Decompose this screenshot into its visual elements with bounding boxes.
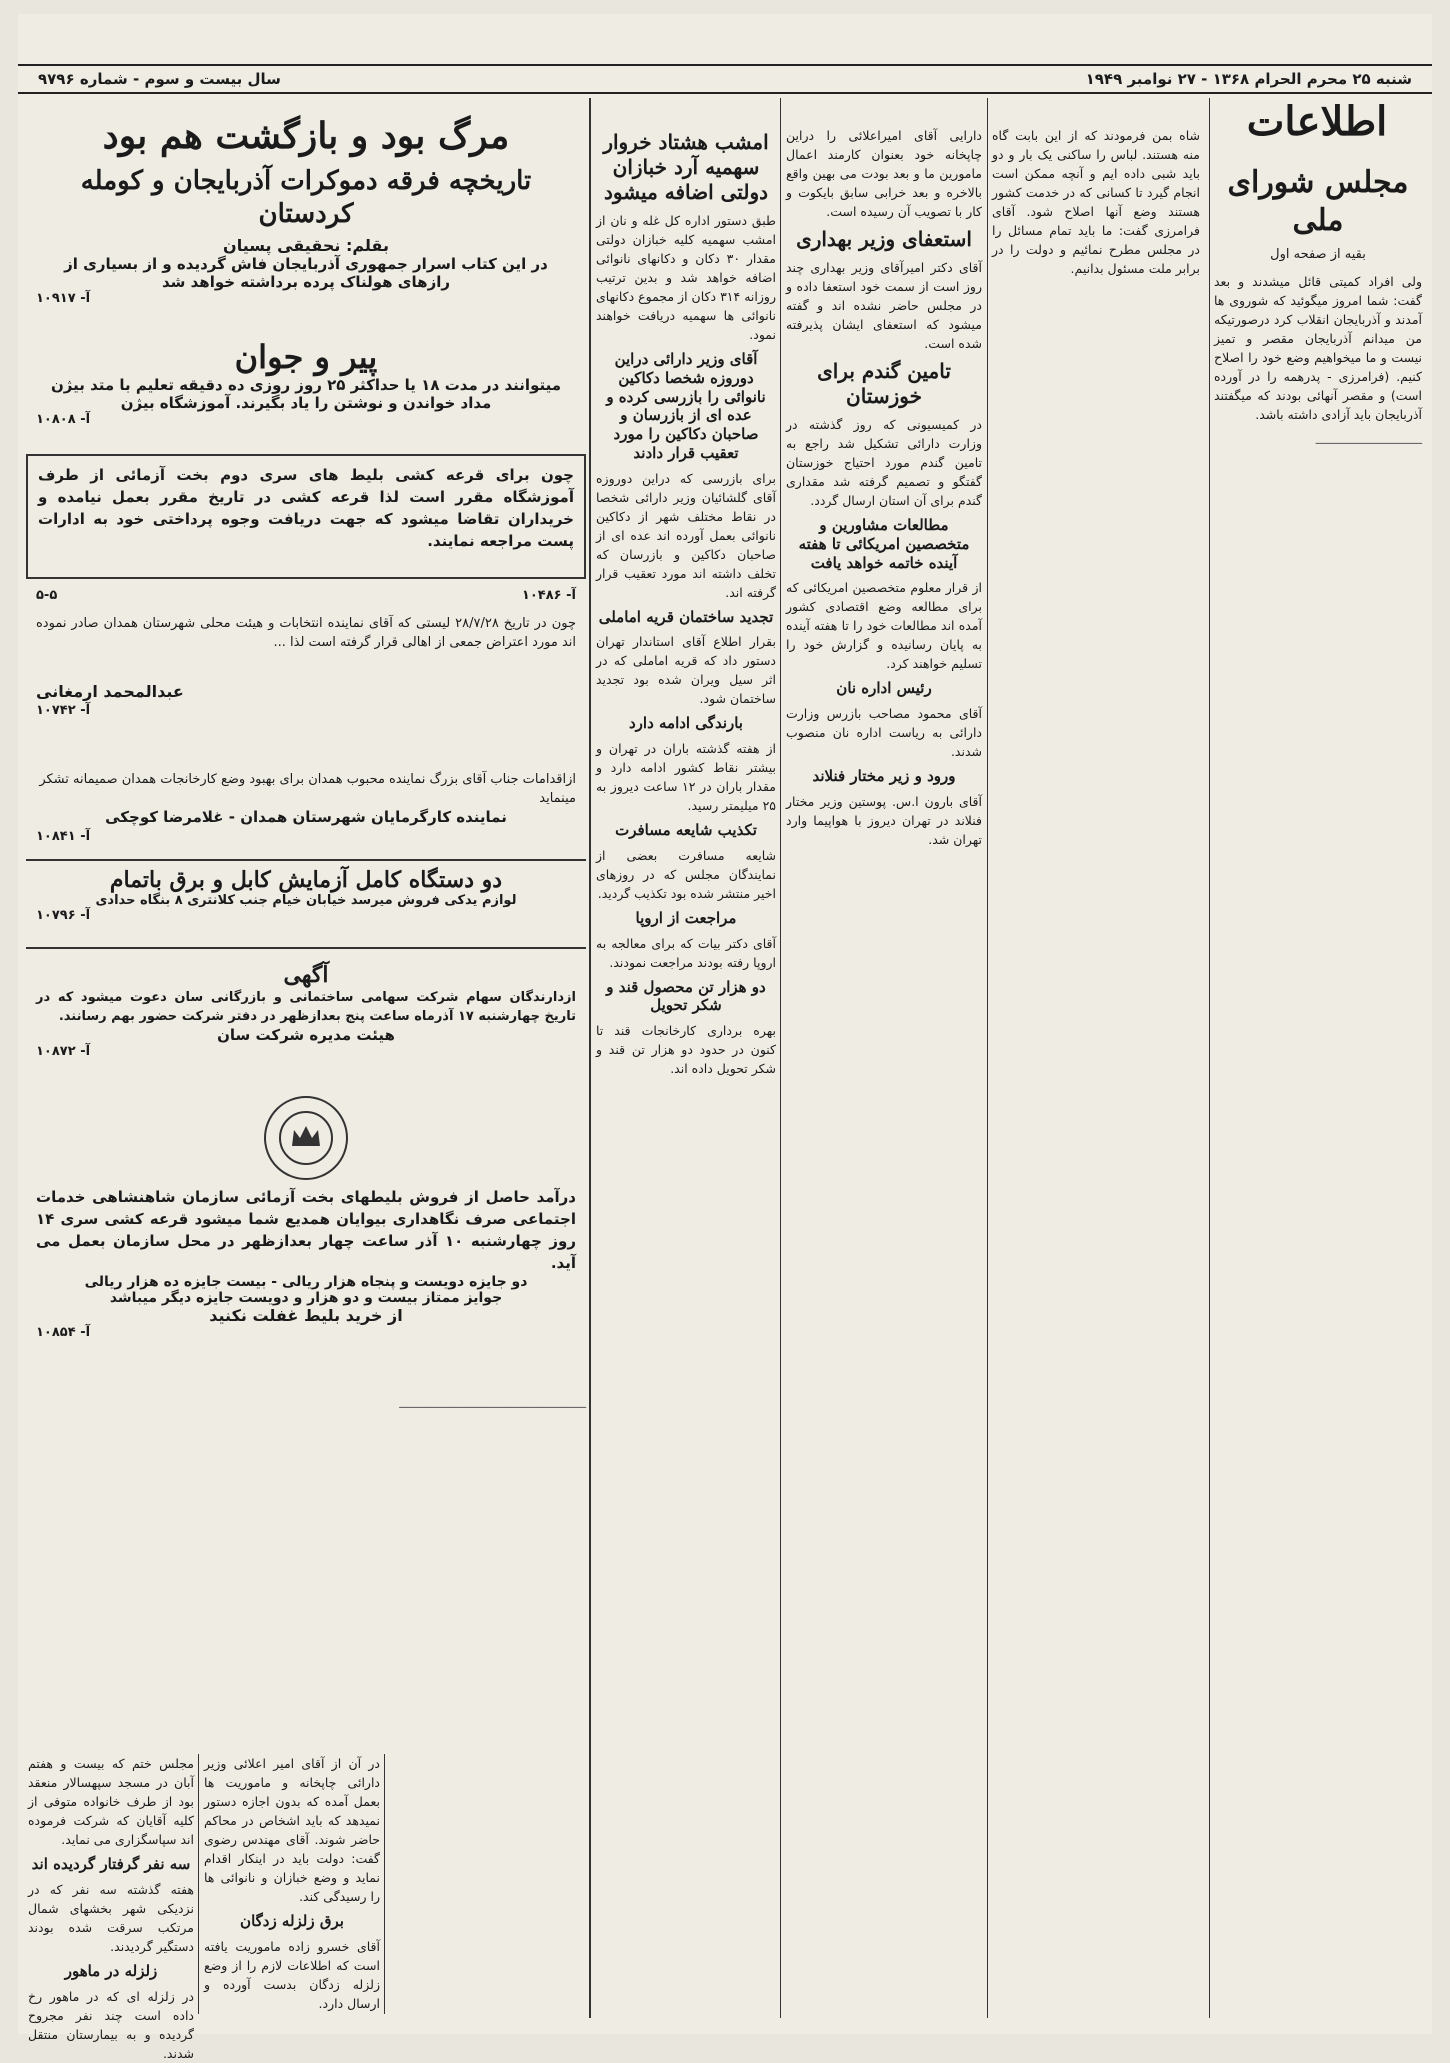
cable-tester-ad [26, 859, 586, 949]
rainfall-text: از هفته گذشته باران در تهران و بیشتر نقاط کشور ادامه دارد و مقدار باران در ۱۲ ساعت دیروز به ۲۵ میلیمتر رسید. [596, 741, 776, 813]
hamadan-election-text: چون در تاریخ ۲۸/۷/۲۸ لیستی که آقای نماینده انتخابات و هیئت محلی شهرستان همدان صادر نموده اند مورد اعتراض جمعی از اهالی قرار گرفته است لذا ... [36, 616, 576, 650]
lottery-warning: از خرید بلیط غفلت نکنید [209, 1306, 403, 1325]
book-promo [26, 104, 586, 324]
sugar-text: بهره برداری کارخانجات قند تا کنون در حدود دو هزار تن قند و شکر تحویل داده اند. [596, 1023, 776, 1076]
column-news-d [28, 1754, 194, 2061]
bread-office-headline: رئیس اداره نان [836, 679, 932, 698]
issue-number: سال بیست و سوم - شماره ۹۷۹۶ [38, 70, 281, 88]
health-minister-headline: استعفای وزیر بهداری [796, 227, 972, 251]
flour-quota-text: طبق دستور اداره کل غله و نان از امشب سهمیه کلیه خبازان دولتی مقدار ۳۰ دکان و دکانهای نانوائی اضافه خواهد شد و بدین ترتیب روزانه ۳۱۴ دکان از مجموع دکانهای نانوائی ها سهمیه دریافت خواهند نمود. [596, 213, 776, 342]
travel-denial-text: شایعه مسافرت بعضی از نمایندگان مجلس که در روزهای اخیر منتشر شده بود تکذیب گردید. [596, 847, 776, 901]
arrest-text: هفته گذشته سه نفر که در نزدیکی شهر بخشهای شمال مرتکب سرقت شده بودند دستگیر گردیدند. [28, 1881, 194, 1954]
lottery-ad [26, 1084, 586, 1384]
pir-o-javan-title: پیر و جوان [234, 338, 378, 376]
lottery-postponed-refs [26, 582, 586, 606]
book-byline: بقلم: نحقیقی پسیان [223, 236, 389, 255]
finance-minister-text: برای بازرسی که دراین دوروزه آقای گلشائیان وزیر دارائی شخصا در نقاط مختلف شهر از دکاکین نانوائی بعمل آورده اند عده ای از صاحبان دکاکین و بازرسان که تخلف داشته اند مورد تعقیب قرار گرفته اند. [596, 470, 776, 600]
body-text: ـــــــــــــــــــــــــــــــــــــــــــــــــــ [399, 1396, 586, 1411]
finance-minister-headline: آقای وزیر دارائی دراین دوروزه شخصا دکاکین نانوائی را بازرسی کرده و عده ای از بازرسان و صاحبان دکاکین را مورد تعقیب قرار دادند [606, 350, 766, 462]
san-company-signature: هیئت مدیره شرکت سان [217, 1026, 395, 1044]
lottery-postponed-notice [26, 454, 586, 579]
return-europe-text: آقای دکتر بیات که برای معالجه به اروپا رفته بودند مراجعت نمودند. [596, 935, 776, 970]
book-title-line2: تاریخچه فرقه دموکرات آذربایجان و کومله کردستان [80, 166, 532, 229]
sugar-headline: دو هزار تن محصول قند و شکر تحویل [606, 977, 766, 1015]
newspaper-page [18, 14, 1432, 2061]
column-lower-strip [26, 1394, 586, 1749]
san-company-notice [26, 956, 586, 1076]
column-news-b [596, 126, 776, 2006]
quake-relief-headline: برق زلزله زدگان [240, 1912, 344, 1930]
hamadan-election-signature: عبدالمحمد ارمغانی [36, 682, 184, 701]
village-rebuild-headline: تجدید ساختمان قریه اماملی [598, 607, 774, 626]
pir-o-javan-body: میتوانند در مدت ۱۸ یا حداکثر ۲۵ روز روزی ده دقیقه تعلیم با متد بیژن مداد خواندن و نوشتن را یاد بگیرند. آموزشگاه بیژن [50, 376, 562, 412]
mahour-quake-headline: زلزله در ماهور [64, 1961, 158, 1980]
bread-office-text: آقای محمود مصاحب بازرس وزارت دارائی به ریاست اداره نان منصوب شدند. [786, 706, 982, 759]
us-experts-text: از قرار معلوم متخصصین امریکائی که برای مطالعه وضع اقتصادی کشور آمده اند مطالعات خود را تا هفته آینده به پایان رسانیده و گزارش خود را تسلیم خواهند کرد. [786, 580, 982, 672]
lottery-ad-body: درآمد حاصل از فروش بلیطهای بخت آزمائی سازمان شاهنشاهی خدمات اجتماعی صرف نگاهداری بیوایان همدیع شما میشود قرعه کشی سری ۱۴ روز چهارشنبه ۱۰ آذر ساعت چهار بعدازظهر در محل سازمان بعمل می آید. [36, 1188, 576, 1272]
us-experts-headline: مطالعات مشاورین و متخصصین امریکائی تا هفته آینده خاتمه خواهد یافت [798, 516, 970, 572]
majlis-title: مجلس شورای ملی [1227, 165, 1409, 238]
column-news-c [204, 1754, 380, 2014]
lottery-seal-emblem [264, 1096, 348, 1180]
column-continued [992, 126, 1200, 2006]
body-text: ـــــــــــــــــــــــــــــ [1315, 432, 1422, 447]
quake-relief-text: آقای خسرو زاده ماموریت یافته است که اطلاعات لازم را از وضع زلزله زدگان بدست آورده و ارسال دارد. [204, 1938, 380, 2011]
dateline [18, 64, 1432, 94]
lottery-postponed-mark: ۵-۵ [36, 588, 58, 603]
issue-date: شنبه ۲۵ محرم الحرام ۱۳۶۸ - ۲۷ نوامبر ۱۹۴۹ [1085, 70, 1412, 88]
lottery-postponed-text: چون برای قرعه کشی بلیط های سری دوم بخت آزمائی از طرف آموزشگاه مقرر است لذا قرعه کشی در تاریخ مقرر بعمل نیامده و خریداران تقاضا میشود که جهت دریافت وجوه پرداختی خود به ادارات پست مراجعه نمایند. [38, 466, 574, 550]
column-majlis [1214, 160, 1422, 2000]
book-intro: در این کتاب اسرار جمهوری آذربایجان فاش گردیده و از بسیاری از رازهای هولناک پرده برداشته خواهد شد [64, 255, 548, 291]
san-company-body: ازدارندگان سهام شرکت سهامی ساختمانی و بازرگانی سان دعوت میشود که در تاریخ چهارشنبه ۱۷ آذرماه ساعت پنج بعدازظهر در دفتر شرکت حضور بهم رسانند. [36, 990, 576, 1024]
hamadan-election-ref: آ- ۱۰۷۴۲ [36, 703, 91, 718]
rainfall-headline: بارندگی ادامه دارد [629, 714, 743, 733]
hamadan-thanks-text: ازاقدامات جناب آقای بزرگ‌ نماینده محبوب همدان برای بهبود وضع کارخانجات همدان صمیمانه تشکر مینماید [39, 772, 576, 806]
hamadan-election-notice [26, 608, 586, 758]
return-europe-headline: مراجعت از اروپا [635, 908, 737, 927]
pir-o-javan-ad [26, 332, 586, 447]
finland-minister-headline: ورود و زیر مختار فنلاند [812, 767, 956, 785]
news-d-body: مجلس ختم که بیست و هفتم آبان در مسجد سپهسالار منعقد بود از طرف خانواده متوفی از کلیه آقایان که شرکت فرموده اند سپاسگزاری می نماید. [28, 1756, 194, 1847]
column-rule [589, 98, 591, 2018]
lottery-postponed-ref: آ- ۱۰۴۸۶ [521, 588, 576, 603]
column-rule [987, 98, 988, 2018]
column-rule [198, 1754, 199, 2014]
continued-body: شاه بمن فرمودند که از این بابت گاه منه هستند. لباس را ساکنی یک بار و دو باید شبی داده ایم و آنچه ممکن است انجام گیرد تا کسانی که در خدمت کشور هستند وضع آنها اصلاح شود. آقای فرامرزی گفت: ما باید تمام مسائل را در مجلس مطرح نمائیم و دولت را در برابر ملت مسئول بدانیم. [992, 128, 1200, 276]
news-a-intro: دارایی آقای امیراعلائی را دراین چاپخانه خود بعنوان کارمند اعمال مامورین ما و بعد بودت می بهین واقع بالاخره و بعد خرابی سابق بایکوت و کار با تصویب آن رسیده است. [786, 128, 982, 219]
cable-tester-title: دو دستگاه کامل آزمایش کابل و برق باتمام [109, 867, 503, 893]
travel-denial-headline: تکذیب شایعه مسافرت [615, 821, 757, 839]
book-ref: آ- ۱۰۹۱۷ [36, 291, 91, 306]
column-rule [1209, 98, 1210, 2018]
masthead-logo: اطلاعات [1246, 98, 1388, 145]
crown-icon [276, 1108, 336, 1168]
pir-o-javan-ref: آ- ۱۰۸۰۸ [36, 412, 91, 427]
khuzestan-wheat-headline: تامین گندم برای خوزستان [817, 359, 951, 408]
health-minister-text: آقای دکتر امیرآقای وزیر بهداری چند روز است از سمت خود استعفا داده و در مجلس حاضر نشده اند و گفته میشود که استعفای ایشان پذیرفته شده است. [786, 260, 982, 351]
finland-minister-text: آقای بارون ا.س. پوستین وزیر مختار فنلاند در تهران دیروز با هواپیما وارد تهران شد. [786, 793, 982, 847]
flour-quota-headline: امشب هشتاد خروار سهمیه آرد خبازان دولتی اضافه میشود [603, 130, 769, 204]
majlis-body: ولی افراد کمیتی قائل میشدند و بعد گفت: شما امروز میگوئید که شوروی ها آمدند و آذربایجان انقلاب کرد درصورتیکه من میدانم آذربایجان مقصر و تمیز نیست و ما میخواهیم وضع خود را اصلاح کنیم. (فرامرزی - پدرهمه را در آورده است) و مقصر آنهائی بودند که میگفتند آذربایجان باید آزادی داشته باشد. [1214, 274, 1422, 422]
san-company-ref: آ- ۱۰۸۷۲ [36, 1044, 91, 1059]
cable-tester-body: لوازم یدکی فروش میرسد خیابان خیام جنب کلانتری ۸ بنگاه حدادی [95, 893, 517, 908]
news-c-body: در آن از آقای امیر اعلائی وزیر دارائی چاپخانه و ماموریت ها بعمل آمده که بدون اجازه دستور نمیدهد که باید اشخاص در محاکم حاضر شوند. آقای مهندس رضوی گفت: دولت باید در اینکار اقدام نماید و وضع خبازان و نانوائی ها را رسیدگی کند. [204, 1756, 380, 1904]
cable-tester-ref: آ- ۱۰۷۹۶ [36, 908, 91, 923]
column-rule [384, 1754, 385, 2014]
column-rule [780, 98, 781, 2018]
hamadan-thanks-ref: آ- ۱۰۸۴۱ [36, 829, 91, 844]
column-news-a [786, 126, 982, 2006]
book-title-line1: مرگ بود و بازگشت هم بود [102, 115, 510, 157]
lottery-more-prizes: جوایز ممتاز بیست و دو هزار و دویست جایزه دیگر میباشد [109, 1290, 503, 1306]
mahour-quake-text: در زلزله ای که در ماهور رخ داده است چند نفر مجروح گردیده و به بیمارستان منتقل شدند. [28, 1988, 194, 2061]
arrest-headline: سه نفر گرفتار گردیده اند [31, 1855, 191, 1873]
majlis-subtitle: بقیه از صفحه اول [1270, 247, 1366, 262]
khuzestan-wheat-text: در کمیسیونی که روز گذشته در وزارت دارائی تشکیل شد راجع به تامین گندم مورد احتیاج خوزستان گفتگو و تصمیم گرفته شد مقداری گندم برای آن استان ارسال گردد. [786, 417, 982, 508]
san-company-title: آگهی [283, 962, 329, 988]
village-rebuild-text: بقرار اطلاع آقای استاندار تهران دستور داد که قریه اماملی که در اثر سیل ویران شده بود تجدید ساختمان شود. [596, 634, 776, 707]
hamadan-thanks-signature: نماینده کارگرمایان شهرستان همدان - غلامرضا کوچکی [105, 808, 507, 826]
hamadan-thanks-notice [26, 764, 586, 854]
lottery-ref: آ- ۱۰۸۵۴ [36, 1325, 91, 1340]
lottery-prizes: دو جایزه دویست و پنجاه هزار ریالی - بیست جایزه ده هزار ریالی [84, 1274, 528, 1290]
